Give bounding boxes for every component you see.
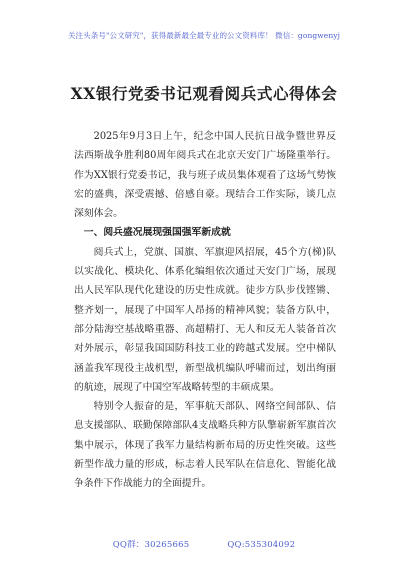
section-heading: 一、阅兵盛况展现强国强军新成就: [83, 227, 231, 239]
body-paragraph-parade: 阅兵式上，党旗、国旗、军旗迎风招展，45个方(梯)队以实战化、模块化、体系化编组依次通过天安门广场，展现出人民军队现代化建设的历史性成就。徒步方队步伐铿锵、整齐划一，展现了中国军人昂扬的精神风貌；装备方队中，部分陆海空基战略重器、高超精打、无人和反无人装备首次对外展示，彰显我国国防科技工业的跨越式发展。空中梯队涵盖我军现役主战机型，新型战机编队呼啸而过，划出绚丽的航迹，展现了中国空军战略转型的丰硕成果。: [74, 246, 336, 393]
intro-paragraph: 2025年9月3日上午，纪念中国人民抗日战争暨世界反法西斯战争胜利80周年阅兵式在北京天安门广场隆重举行。作为XX银行党委书记，我与班子成员集体观看了这场气势恢宏的盛典，深受震撼、倍感自豪。现结合工作实际，谈几点深刻体会。: [74, 131, 336, 220]
footer-qq: QQ:535304092: [227, 540, 296, 550]
document-body: [74, 127, 336, 494]
footer-contact: [0, 538, 408, 550]
footer-qq-group: QQ群：30265665: [112, 540, 190, 550]
header-promo-note: 关注头条号"公文研究"，获得最新最全最专业的公文资料库！ 微信：gongwenyj: [67, 31, 341, 40]
document-title: XX银行党委书记观看阅兵式心得体会: [70, 84, 338, 103]
body-paragraph-new-forces: 特别令人振奋的是，军事航天部队、网络空间部队、信息支援部队、联勤保障部队4支战略兵种方队擎崭新军旗首次集中展示，体现了我军力量结构新布局的历史性突破。这些新型作战力量的形成，标志着人民军队在信息化、智能化战争条件下作战能力的全面提升。: [74, 401, 336, 490]
